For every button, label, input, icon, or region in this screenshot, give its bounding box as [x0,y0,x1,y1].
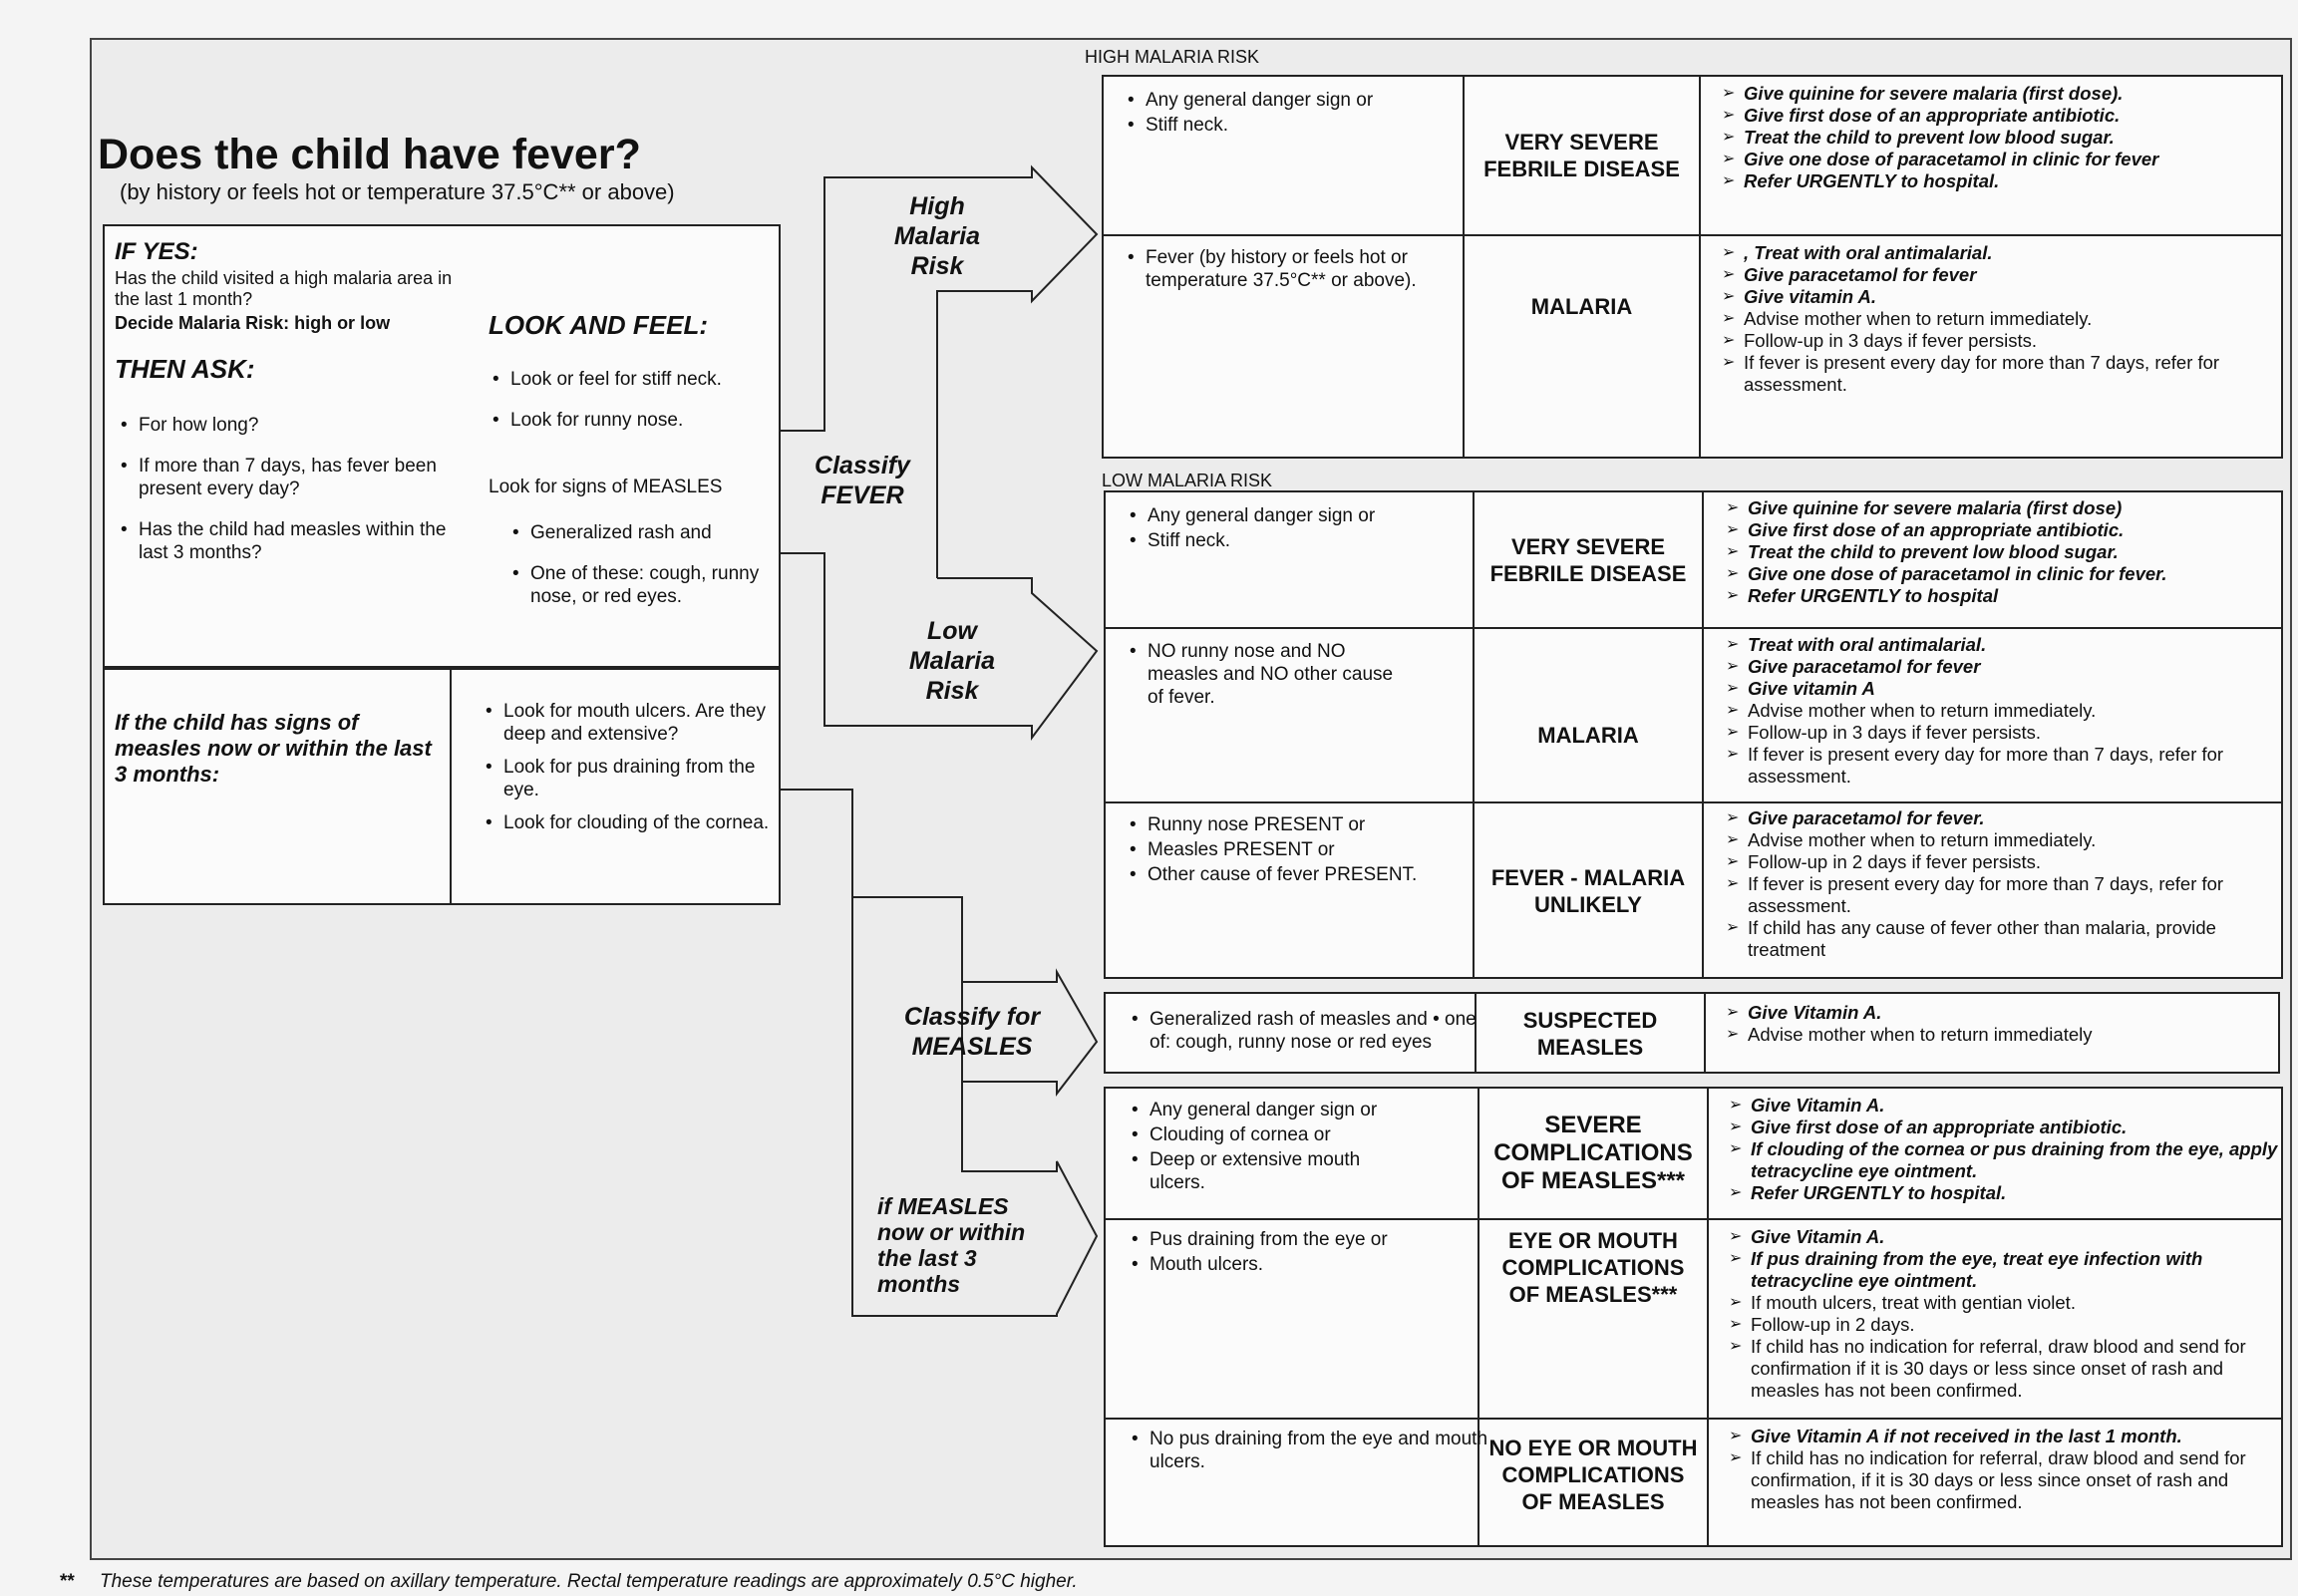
treatment-item: ➢ Refer URGENTLY to hospital. [1744,170,2292,192]
sign-item: • Any general danger sign or [1149,1099,1399,1121]
treatment-item: ➢ Advise mother when to return immediately. [1748,700,2296,722]
classification-cell: SEVERE COMPLICATIONS OF MEASLES*** [1493,1112,1693,1194]
measles-complications-table [1104,1087,2283,1547]
low-risk-table [1104,490,2283,979]
high-risk-section-label: HIGH MALARIA RISK [1085,47,1260,67]
treatment-list [1722,242,2292,396]
classification-cell: NO EYE OR MOUTH COMPLICATIONS OF MEASLES [1488,1435,1698,1514]
treatment-item: ➢ If child has no indication for referral, draw blood and send for confirmation if it is 30 days or less since onset of rash and measles has not been confirmed. [1751,1336,2294,1402]
if-measles-label: if MEASLES now or within the last 3 months [877,1193,1026,1297]
signs-list [1128,1008,1488,1056]
treatment-item: ➢ Give vitamin A [1748,678,2296,700]
sign-item: • Clouding of cornea or [1149,1123,1399,1146]
treatment-list [1729,1095,2294,1204]
sign-item: • Stiff neck. [1146,114,1475,137]
decide-risk: Decide Malaria Risk: high or low [115,313,391,333]
treatment-item: ➢ If fever is present every day for more than 7 days, refer for assessment. [1744,352,2292,396]
high-risk-arrow-label: High Malaria Risk [893,192,981,280]
treatment-item: ➢ If fever is present every day for more than 7 days, refer for assessment. [1748,744,2296,788]
sign-item: • Generalized rash of measles and • one of: cough, runny nose or red eyes [1149,1008,1488,1054]
treatment-item: ➢ If clouding of the cornea or pus draining from the eye, apply tetracycline eye ointment. [1751,1138,2294,1182]
treatment-item: ➢ If mouth ulcers, treat with gentian violet. [1751,1292,2294,1314]
measles-signs-label: Look for signs of MEASLES [489,477,723,497]
treatment-list [1726,634,2296,788]
sign-item: • Fever (by history or feels hot or temperature 37.5°C** or above). [1146,246,1455,292]
treatment-item: ➢ Advise mother when to return immediately [1748,1024,2296,1046]
treatment-item: ➢ Refer URGENTLY to hospital. [1751,1182,2294,1204]
classification-cell: VERY SEVERE FEBRILE DISEASE [1489,533,1687,586]
treatment-item: ➢ , Treat with oral antimalarial. [1744,242,2292,264]
treatment-item: ➢ Treat the child to prevent low blood sugar. [1744,127,2292,149]
classification-cell: FEVER - MALARIA UNLIKELY [1490,865,1686,917]
measles-signs-list [508,521,790,626]
page-subtitle: (by history or feels hot or temperature 37.5°C** or above) [120,179,675,204]
measles-look-item: • Look for pus draining from the eye. [503,756,793,801]
treatment-list [1729,1226,2294,1402]
classification-cell: MALARIA [1530,293,1633,319]
sign-item: • Runny nose PRESENT or [1148,813,1427,836]
page-title: Does the child have fever? [98,131,641,178]
treatment-item: ➢ Give Vitamin A. [1751,1095,2294,1117]
sign-item: • Deep or extensive mouth ulcers. [1149,1148,1399,1194]
treatment-list [1729,1426,2294,1513]
sign-item: • No pus draining from the eye and mouth ulcers. [1149,1428,1488,1473]
sign-item: • Mouth ulcers. [1149,1253,1469,1276]
treatment-item: ➢ Give one dose of paracetamol in clinic for fever. [1748,563,2296,585]
measles-look-item: • Look for mouth ulcers. Are they deep and extensive? [503,700,793,746]
signs-list [1128,1099,1399,1196]
assess-box [103,224,781,668]
sign-item: • Other cause of fever PRESENT. [1148,863,1427,886]
ask-item: • If more than 7 days, has fever been present every day? [139,455,468,500]
treatment-list [1726,1002,2296,1046]
classify-fever-label: Classify FEVER [815,452,910,509]
look-list [489,368,780,450]
signs-list [1124,89,1475,139]
ask-item: • Has the child had measles within the last 3 months? [139,518,468,564]
low-risk-arrow-label: Low Malaria Risk [908,617,996,705]
look-item: • Look or feel for stiff neck. [510,368,780,391]
treatment-list [1726,497,2296,607]
treatment-item: ➢ Give Vitamin A. [1751,1226,2294,1248]
measles-look-item: • Look for clouding of the cornea. [503,811,793,834]
sign-item: • Stiff neck. [1148,529,1486,552]
treatment-list [1726,807,2296,961]
treatment-item: ➢ Refer URGENTLY to hospital [1748,585,2296,607]
ask-list [117,414,468,582]
treatment-item: ➢ Give paracetamol for fever. [1748,807,2296,829]
low-risk-section-label: LOW MALARIA RISK [1102,471,1273,490]
measles-assess-box [103,668,781,905]
treatment-item: ➢ Give Vitamin A. [1748,1002,2296,1024]
classify-measles-label: Classify for MEASLES [903,1003,1041,1061]
classification-cell: VERY SEVERE FEBRILE DISEASE [1483,130,1680,181]
measles-classify-table [1104,992,2280,1074]
signs-list [1128,1228,1469,1278]
sign-item: • Any general danger sign or [1146,89,1475,112]
treatment-item: ➢ Give vitamin A. [1744,286,2292,308]
sign-item: • Measles PRESENT or [1148,838,1427,861]
sign-item: • Pus draining from the eye or [1149,1228,1469,1251]
treatment-item: ➢ Advise mother when to return immediately. [1748,829,2296,851]
footnote [60,1571,1078,1593]
signs-list [1128,1428,1488,1475]
footnote-marker: ** [60,1571,75,1592]
treatment-item: ➢ If pus draining from the eye, treat eye infection with tetracycline eye ointment. [1751,1248,2294,1292]
look-item: • Look for runny nose. [510,409,780,432]
high-risk-table [1102,75,2283,459]
malaria-area-question: Has the child visited a high malaria area in the last 1 month? [115,268,453,309]
classification-cell: EYE OR MOUTH COMPLICATIONS OF MEASLES*** [1501,1228,1685,1307]
signs-list [1126,813,1427,888]
treatment-item: ➢ Follow-up in 3 days if fever persists. [1748,722,2296,744]
measles-sign-item: • One of these: cough, runny nose, or red eyes. [530,562,790,608]
measles-sign-item: • Generalized rash and [530,521,790,544]
treatment-item: ➢ Give quinine for severe malaria (first dose) [1748,497,2296,519]
treatment-item: ➢ Give first dose of an appropriate antibiotic. [1748,519,2296,541]
treatment-item: ➢ Follow-up in 3 days if fever persists. [1744,330,2292,352]
treatment-item: ➢ Give first dose of an appropriate antibiotic. [1751,1117,2294,1138]
treatment-item: ➢ Treat the child to prevent low blood sugar. [1748,541,2296,563]
treatment-item: ➢ If child has no indication for referral, draw blood and send for confirmation, if it is 30 days or less since onset of rash and measles has not been confirmed. [1751,1447,2294,1513]
treatment-item: ➢ If fever is present every day for more than 7 days, refer for assessment. [1748,873,2296,917]
signs-list [1126,640,1397,711]
treatment-item: ➢ Follow-up in 2 days. [1751,1314,2294,1336]
sign-item: • Any general danger sign or [1148,504,1486,527]
treatment-item: ➢ Give first dose of an appropriate antibiotic. [1744,105,2292,127]
footnote-text: These temperatures are based on axillary temperature. Rectal temperature readings are approximately 0.5°C higher. [100,1571,1078,1592]
treatment-item: ➢ Give quinine for severe malaria (first dose). [1744,83,2292,105]
classification-cell: SUSPECTED MEASLES [1522,1008,1658,1060]
treatment-item: ➢ If child has any cause of fever other than malaria, provide treatment [1748,917,2296,961]
treatment-item: ➢ Give one dose of paracetamol in clinic for fever [1744,149,2292,170]
sign-item: • NO runny nose and NO measles and NO other cause of fever. [1148,640,1397,709]
measles-look-list [482,700,793,836]
treatment-list [1722,83,2292,192]
treatment-item: ➢ Advise mother when to return immediately. [1744,308,2292,330]
treatment-item: ➢ Treat with oral antimalarial. [1748,634,2296,656]
treatment-item: ➢ Give paracetamol for fever [1744,264,2292,286]
signs-list [1124,246,1455,294]
ask-item: • For how long? [139,414,468,437]
if-yes-label: IF YES: [115,238,198,265]
then-ask-label: THEN ASK: [115,354,255,384]
look-feel-label: LOOK AND FEEL: [489,310,709,340]
treatment-item: ➢ Give Vitamin A if not received in the last 1 month. [1751,1426,2294,1447]
treatment-item: ➢ Give paracetamol for fever [1748,656,2296,678]
classification-cell: MALARIA [1537,723,1639,748]
treatment-item: ➢ Follow-up in 2 days if fever persists. [1748,851,2296,873]
signs-list [1126,504,1486,554]
measles-question: If the child has signs of measles now or within the last 3 months: [115,710,432,787]
